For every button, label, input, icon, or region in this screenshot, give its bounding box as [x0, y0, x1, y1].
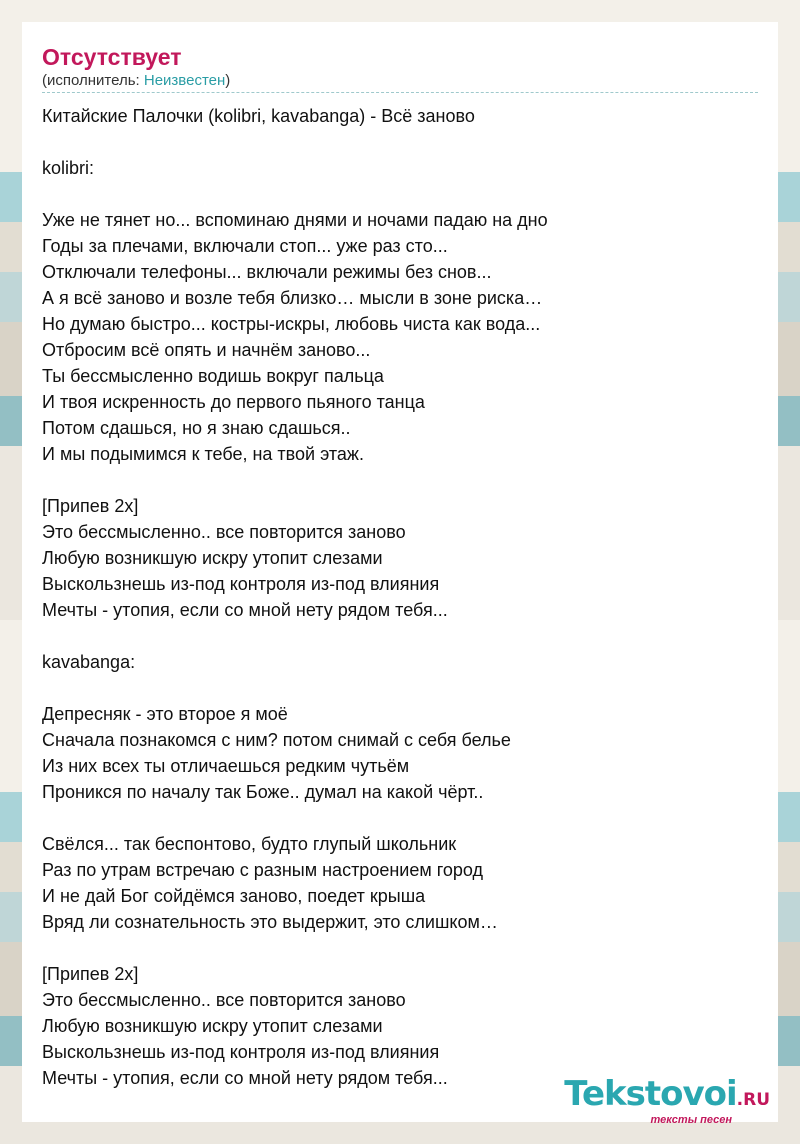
lyrics-card: [22, 22, 778, 1122]
lyric-line: Это бессмысленно.. все повторится заново: [42, 522, 406, 542]
lyric-line: А я всё заново и возле тебя близко… мысли в зоне риска…: [42, 288, 543, 308]
site-logo[interactable]: [564, 1076, 770, 1126]
lyric-line: [42, 805, 758, 831]
lyric-line: kolibri:: [42, 158, 95, 178]
lyric-line: Это бессмысленно.. все повторится заново: [42, 990, 406, 1010]
logo-tagline: тексты песен: [650, 1114, 732, 1126]
artist-suffix: ): [225, 72, 231, 89]
lyric-line: И мы подымимся к тебе, на твой этаж.: [42, 444, 364, 464]
lyric-line: Свёлся... так беспонтово, будто глупый школьник: [42, 834, 457, 854]
lyric-line: Любую возникшую искру утопит слезами: [42, 548, 383, 568]
lyric-line: Мечты - утопия, если со мной нету рядом тебя...: [42, 600, 448, 620]
lyric-line: [42, 675, 758, 701]
lyric-line: Выскользнешь из-под контроля из-под влияния: [42, 574, 440, 594]
lyric-line: Сначала познакомся с ним? потом снимай с себя белье: [42, 730, 511, 750]
lyric-line: Отбросим всё опять и начнём заново...: [42, 340, 371, 360]
lyric-line: [42, 129, 758, 155]
lyric-line: [42, 623, 758, 649]
lyric-line: Отключали телефоны... включали режимы без снов...: [42, 262, 492, 282]
lyric-line: Уже не тянет но... вспоминаю днями и ночами падаю на дно: [42, 210, 548, 230]
lyric-line: И не дай Бог сойдёмся заново, поедет крыша: [42, 886, 426, 906]
lyric-line: Мечты - утопия, если со мной нету рядом тебя...: [42, 1068, 448, 1088]
artist-prefix: (исполнитель:: [42, 72, 144, 89]
lyric-line: Любую возникшую искру утопит слезами: [42, 1016, 383, 1036]
lyric-line: [Припев 2х]: [42, 964, 139, 984]
lyric-line: Выскользнешь из-под контроля из-под влияния: [42, 1042, 440, 1062]
lyric-line: Из них всех ты отличаешься редким чутьём: [42, 756, 410, 776]
lyric-line: И твоя искренность до первого пьяного танца: [42, 392, 425, 412]
lyric-line: Годы за плечами, включали стоп... уже раз сто...: [42, 236, 448, 256]
lyric-line: Проникся по началу так Боже.. думал на какой чёрт..: [42, 782, 484, 802]
lyric-line: Потом сдашься, но я знаю сдашься..: [42, 418, 351, 438]
lyric-line: Ты бессмысленно водишь вокруг пальца: [42, 366, 384, 386]
lyric-line: Раз по утрам встречаю с разным настроением город: [42, 860, 484, 880]
song-title: Отсутствует: [42, 44, 182, 70]
lyric-line: [Припев 2х]: [42, 496, 139, 516]
lyric-line: kavabanga:: [42, 652, 136, 672]
lyric-line: Китайские Палочки (kolibri, kavabanga) - Всё заново: [42, 106, 475, 126]
lyric-line: [42, 467, 758, 493]
lyric-line: Но думаю быстро... костры-искры, любовь чиста как вода...: [42, 314, 541, 334]
lyric-line: Вряд ли сознательность это выдержит, это слишком…: [42, 912, 498, 932]
lyric-line: [42, 935, 758, 961]
artist-line: [42, 72, 758, 93]
lyric-line: Депресняк - это второе я моё: [42, 704, 288, 724]
lyric-line: [42, 181, 758, 207]
logo-wordmark: Tekstovoi.RU: [564, 1074, 770, 1114]
artist-link[interactable]: Неизвестен: [143, 72, 226, 89]
lyrics-text: [42, 103, 758, 1091]
